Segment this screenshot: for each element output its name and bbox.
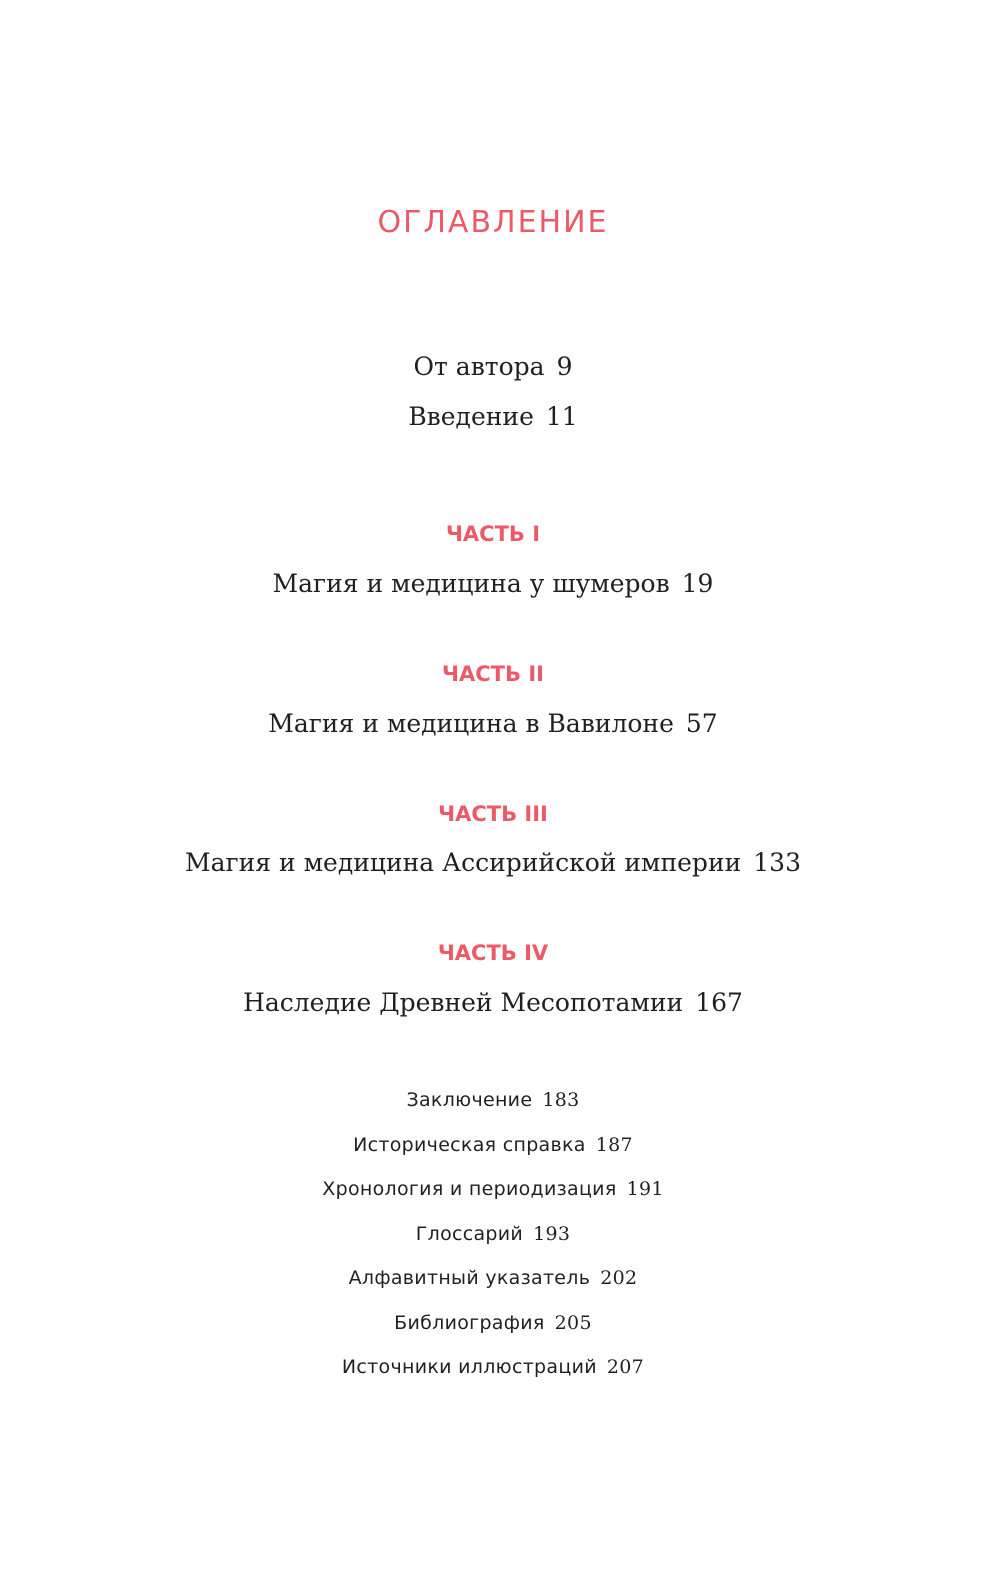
toc-entry-label: Введение — [408, 402, 534, 431]
part-heading-4: ЧАСТЬ IV — [437, 941, 549, 965]
toc-entry-conclusion[interactable] — [0, 1089, 986, 1111]
toc-entry-label: Библиография — [394, 1312, 545, 1334]
toc-entry-label: Заключение — [406, 1089, 533, 1111]
toc-entry-page: 193 — [533, 1223, 571, 1245]
page-title: ОГЛАВЛЕНИЕ — [377, 205, 609, 240]
toc-entry-page: 11 — [545, 402, 578, 431]
toc-entry-page: 202 — [600, 1267, 638, 1289]
toc-entry-label: Магия и медицина Ассирийской империи — [185, 848, 742, 877]
toc-entry-page: 133 — [753, 848, 801, 877]
part-heading-2: ЧАСТЬ II — [442, 662, 544, 686]
toc-entry-label: Наследие Древней Месопотамии — [243, 988, 684, 1017]
toc-entry-historical-note[interactable] — [0, 1134, 986, 1156]
toc-entry-bibliography[interactable] — [0, 1312, 986, 1334]
toc-entry-label: Глоссарий — [415, 1223, 524, 1245]
part-heading-3: ЧАСТЬ III — [438, 802, 548, 826]
toc-entry-introduction[interactable] — [0, 402, 986, 431]
toc-entry-page: 191 — [626, 1178, 664, 1200]
toc-entry-index[interactable] — [0, 1267, 986, 1289]
toc-entry-label: Источники иллюстраций — [341, 1356, 597, 1378]
toc-entry-page: 9 — [556, 352, 573, 381]
toc-entry-page: 19 — [681, 569, 714, 598]
toc-entry-label: Магия и медицина у шумеров — [272, 569, 670, 598]
toc-entry-page: 167 — [695, 988, 743, 1017]
toc-entry-label: Алфавитный указатель — [348, 1267, 591, 1289]
toc-entry-from-author[interactable] — [0, 352, 986, 381]
toc-entry-page: 187 — [595, 1134, 633, 1156]
toc-entry-page: 205 — [554, 1312, 592, 1334]
toc-entry-label: Хронология и периодизация — [322, 1178, 617, 1200]
toc-entry-label: Историческая справка — [353, 1134, 586, 1156]
toc-entry-part-1[interactable] — [0, 569, 986, 598]
toc-entry-glossary[interactable] — [0, 1223, 986, 1245]
part-heading-1: ЧАСТЬ I — [445, 522, 541, 546]
toc-entry-label: От автора — [413, 352, 545, 381]
toc-entry-chronology[interactable] — [0, 1178, 986, 1200]
toc-entry-page: 183 — [542, 1089, 580, 1111]
toc-entry-label: Магия и медицина в Вавилоне — [268, 709, 674, 738]
toc-entry-page: 207 — [606, 1356, 645, 1378]
toc-entry-page: 57 — [685, 709, 718, 738]
toc-entry-part-4[interactable] — [0, 988, 986, 1017]
toc-entry-illustration-sources[interactable] — [0, 1356, 986, 1378]
toc-entry-part-3[interactable] — [0, 848, 986, 877]
toc-entry-part-2[interactable] — [0, 709, 986, 738]
